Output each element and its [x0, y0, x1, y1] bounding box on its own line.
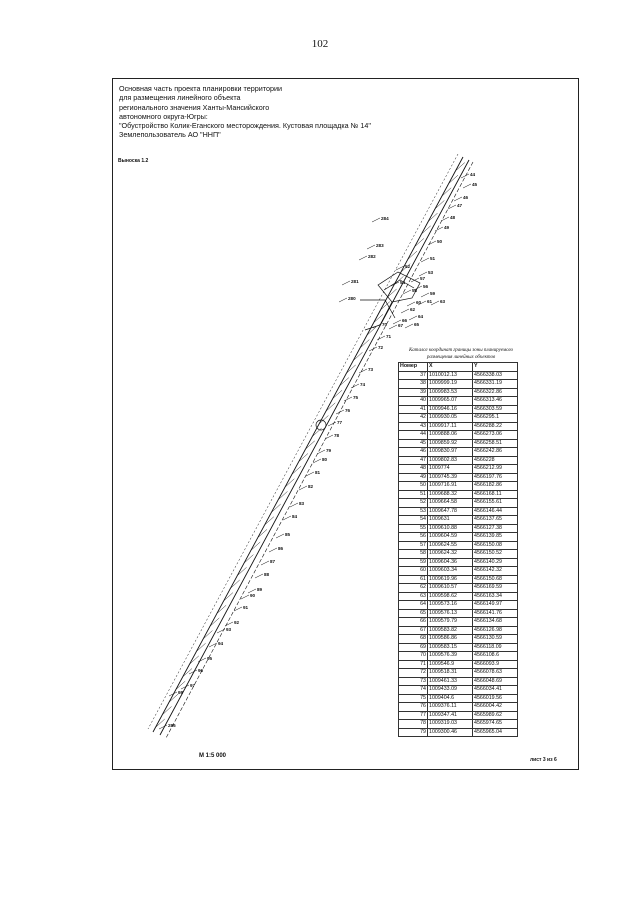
cell-x: 1009576.39 — [428, 652, 473, 661]
cell-x: 1009319.03 — [428, 720, 473, 729]
point-label: 74 — [360, 382, 366, 387]
table-row — [399, 465, 518, 474]
cell-x: 1009716.91 — [428, 482, 473, 491]
cell-y: 4566212.99 — [473, 465, 518, 474]
cell-x: 1009664.58 — [428, 499, 473, 508]
point-label: 46 — [463, 195, 469, 200]
point-label: 57 — [420, 276, 426, 281]
cell-x: 1009802.83 — [428, 456, 473, 465]
table-row — [399, 575, 518, 584]
title-line: регионального значения Ханты-Мансийского — [119, 102, 270, 112]
leader-line — [372, 218, 380, 222]
leader-line — [435, 227, 443, 231]
leader-line — [283, 516, 291, 520]
point-label: 58 — [412, 288, 418, 293]
table-row — [399, 516, 518, 525]
point-label: 93 — [226, 627, 232, 632]
table-row — [399, 550, 518, 559]
cell-number: 65 — [399, 609, 428, 618]
point-label: 88 — [264, 572, 270, 577]
cell-number: 68 — [399, 635, 428, 644]
table-row — [399, 388, 518, 397]
point-label: 53 — [428, 270, 434, 275]
leader-line — [225, 622, 233, 626]
cell-y: 4566150.08 — [473, 541, 518, 550]
table-row — [399, 711, 518, 720]
cell-y: 4566019.56 — [473, 694, 518, 703]
cell-number: 67 — [399, 626, 428, 635]
cell-number: 76 — [399, 703, 428, 712]
point-label: 286 — [168, 723, 176, 728]
point-label: 72 — [378, 345, 384, 350]
point-label: 60 — [416, 300, 422, 305]
table-row — [399, 618, 518, 627]
point-label: 59 — [430, 291, 436, 296]
cell-y: 4566048.69 — [473, 677, 518, 686]
leader-line — [421, 258, 429, 262]
cell-number: 72 — [399, 669, 428, 678]
cell-number: 79 — [399, 728, 428, 737]
table-row — [399, 592, 518, 601]
cell-x: 1009774 — [428, 465, 473, 474]
title-line: автономного округа-Югры: — [119, 111, 208, 121]
cell-number: 37 — [399, 371, 428, 380]
table-row — [399, 567, 518, 576]
cell-number: 49 — [399, 473, 428, 482]
point-label: 87 — [270, 559, 276, 564]
point-label: 83 — [299, 501, 305, 506]
table-row — [399, 686, 518, 695]
cell-number: 53 — [399, 507, 428, 516]
point-label: 67 — [398, 323, 404, 328]
caption-line: размещения линейных объектов — [426, 355, 496, 360]
point-label: 54 — [400, 280, 406, 285]
cell-y: 4566228 — [473, 456, 518, 465]
cell-x: 1009830.97 — [428, 448, 473, 457]
cell-number: 69 — [399, 643, 428, 652]
point-label: 86 — [278, 546, 284, 551]
cell-y: 4566130.59 — [473, 635, 518, 644]
cell-number: 70 — [399, 652, 428, 661]
leader-line — [401, 309, 409, 313]
point-label: 80 — [322, 457, 328, 462]
cell-x: 1009347.41 — [428, 711, 473, 720]
leader-line — [217, 629, 225, 633]
leader-line — [276, 534, 284, 538]
table-row — [399, 380, 518, 389]
leader-line — [409, 316, 417, 320]
leader-line — [377, 336, 385, 340]
header-number: Номер — [399, 363, 428, 372]
cell-y: 4566273.06 — [473, 431, 518, 440]
cell-number: 48 — [399, 465, 428, 474]
leader-line — [359, 256, 367, 260]
cell-number: 41 — [399, 405, 428, 414]
leader-line — [389, 325, 397, 329]
point-label: 81 — [315, 470, 321, 475]
page-number: 102 — [311, 38, 329, 50]
leader-line — [441, 217, 449, 221]
cell-y: 4566141.76 — [473, 609, 518, 618]
cell-y: 4566108.6 — [473, 652, 518, 661]
cell-x: 1009598.62 — [428, 592, 473, 601]
sheet-label: лист 3 из 6 — [530, 757, 557, 763]
cell-y: 4566288.22 — [473, 422, 518, 431]
leader-line — [405, 324, 413, 328]
cell-number: 62 — [399, 584, 428, 593]
point-label: 92 — [234, 620, 240, 625]
cell-y: 4566303.59 — [473, 405, 518, 414]
cell-y: 4566322.86 — [473, 388, 518, 397]
cell-y: 4566126.98 — [473, 626, 518, 635]
table-row — [399, 626, 518, 635]
cell-number: 58 — [399, 550, 428, 559]
leader-line — [325, 435, 333, 439]
cell-y: 4566093.9 — [473, 660, 518, 669]
point-label: 84 — [292, 514, 298, 519]
point-label: 65 — [414, 322, 420, 327]
table-row — [399, 609, 518, 618]
table-row — [399, 694, 518, 703]
point-label: 49 — [444, 225, 450, 230]
cell-number: 40 — [399, 397, 428, 406]
cell-number: 51 — [399, 490, 428, 499]
cell-number: 63 — [399, 592, 428, 601]
cell-x: 1009888.06 — [428, 431, 473, 440]
cell-y: 4566331.19 — [473, 380, 518, 389]
cell-x: 1009433.09 — [428, 686, 473, 695]
point-label: 82 — [308, 484, 314, 489]
cell-x: 1009965.07 — [428, 397, 473, 406]
point-label: 48 — [450, 215, 456, 220]
table-row — [399, 371, 518, 380]
cell-number: 47 — [399, 456, 428, 465]
point-label: 75 — [353, 395, 359, 400]
cell-number: 61 — [399, 575, 428, 584]
cell-number: 44 — [399, 431, 428, 440]
point-label: 94 — [218, 641, 224, 646]
point-label: 281 — [351, 279, 359, 284]
cell-x: 1009946.16 — [428, 405, 473, 414]
leader-line — [359, 369, 367, 373]
cell-x: 1009619.96 — [428, 575, 473, 584]
cell-y: 4566258.51 — [473, 439, 518, 448]
leader-line — [454, 197, 462, 201]
callout-label: Выноска 1.2 — [118, 158, 149, 164]
leader-line — [328, 422, 336, 426]
cell-y: 4566140.29 — [473, 558, 518, 567]
cell-y: 4566139.85 — [473, 533, 518, 542]
point-label: 90 — [250, 593, 256, 598]
cell-x: 1009603.34 — [428, 567, 473, 576]
cell-y: 4565965.04 — [473, 728, 518, 737]
cell-number: 78 — [399, 720, 428, 729]
leader-line — [411, 278, 419, 282]
cell-x: 1009624.55 — [428, 541, 473, 550]
table-row — [399, 558, 518, 567]
point-label: 56 — [423, 284, 429, 289]
table-row — [399, 584, 518, 593]
point-label: 282 — [368, 254, 376, 259]
cell-number: 73 — [399, 677, 428, 686]
cell-y: 4566149.97 — [473, 601, 518, 610]
header-x: X — [428, 363, 473, 372]
table-row — [399, 524, 518, 533]
point-label: 45 — [472, 182, 478, 187]
table-row — [399, 677, 518, 686]
cell-x: 1009604.36 — [428, 558, 473, 567]
point-label: 91 — [243, 605, 249, 610]
leader-line — [241, 595, 249, 599]
cell-y: 4566313.46 — [473, 397, 518, 406]
leader-line — [428, 241, 436, 245]
table-row — [399, 482, 518, 491]
cell-number: 39 — [399, 388, 428, 397]
table-row — [399, 456, 518, 465]
leader-line — [342, 281, 350, 285]
table-row — [399, 448, 518, 457]
cell-y: 4566197.76 — [473, 473, 518, 482]
leader-line — [421, 293, 429, 297]
point-label: 44 — [470, 172, 476, 177]
cell-x: 1009546.9 — [428, 660, 473, 669]
point-label: 280 — [348, 296, 356, 301]
leader-line — [369, 347, 377, 351]
point-label: 63 — [440, 299, 446, 304]
table-row — [399, 660, 518, 669]
leader-line — [367, 245, 375, 249]
point-label: 51 — [430, 256, 436, 261]
leader-line — [351, 384, 359, 388]
cell-x: 1009745.39 — [428, 473, 473, 482]
cell-number: 42 — [399, 414, 428, 423]
cell-x: 1010012.13 — [428, 371, 473, 380]
cell-y: 4566150.52 — [473, 550, 518, 559]
table-row — [399, 405, 518, 414]
cell-y: 4566142.32 — [473, 567, 518, 576]
table-row — [399, 439, 518, 448]
point-label: 77 — [337, 420, 343, 425]
cell-number: 54 — [399, 516, 428, 525]
cell-number: 38 — [399, 380, 428, 389]
title-line: "Обустройство Колик-Еганского месторождения. Кустовая площадка № 14" — [119, 121, 371, 131]
cell-number: 56 — [399, 533, 428, 542]
cell-x: 1009930.05 — [428, 414, 473, 423]
point-label: 61 — [427, 299, 433, 304]
cell-y: 4566118.09 — [473, 643, 518, 652]
leader-line — [159, 725, 167, 729]
point-label: 97 — [190, 683, 196, 688]
cell-number: 57 — [399, 541, 428, 550]
cell-y: 4566168.11 — [473, 490, 518, 499]
table-row — [399, 720, 518, 729]
leader-line — [336, 410, 344, 414]
title-line: Землепользователь АО "ННП" — [119, 130, 221, 140]
leader-line — [431, 301, 439, 305]
cell-number: 71 — [399, 660, 428, 669]
cell-y: 4565989.62 — [473, 711, 518, 720]
title-line: для размещения линейного объекта — [119, 93, 241, 103]
point-label: 62 — [410, 307, 416, 312]
cell-y: 4566146.44 — [473, 507, 518, 516]
point-label: 52 — [405, 264, 411, 269]
cell-y: 4566242.86 — [473, 448, 518, 457]
leader-line — [344, 397, 352, 401]
point-label: 96 — [198, 668, 204, 673]
cell-x: 1009610.57 — [428, 584, 473, 593]
table-row — [399, 601, 518, 610]
cell-y: 4566137.65 — [473, 516, 518, 525]
point-label: 47 — [457, 203, 463, 208]
cell-y: 4566169.59 — [473, 584, 518, 593]
cell-x: 1009610.88 — [428, 524, 473, 533]
point-label: 284 — [381, 216, 389, 221]
cell-y: 4566078.63 — [473, 669, 518, 678]
leader-line — [255, 574, 263, 578]
table-header-row — [399, 363, 518, 372]
cell-x: 1009983.53 — [428, 388, 473, 397]
cell-x: 1009586.86 — [428, 635, 473, 644]
cell-y: 4566134.68 — [473, 618, 518, 627]
leader-line — [463, 184, 471, 188]
cell-x: 1009631 — [428, 516, 473, 525]
title-line: Основная часть проекта планировки территории — [119, 84, 282, 93]
cell-y: 4566163.34 — [473, 592, 518, 601]
point-label: 95 — [207, 656, 213, 661]
cell-x: 1009518.31 — [428, 669, 473, 678]
scale-label: М 1:5 000 — [199, 753, 227, 759]
leader-line — [198, 658, 206, 662]
leader-line — [306, 472, 314, 476]
cell-x: 1009647.78 — [428, 507, 473, 516]
point-label: 98 — [178, 690, 184, 695]
cell-number: 75 — [399, 694, 428, 703]
cell-number: 60 — [399, 567, 428, 576]
cell-x: 1009573.16 — [428, 601, 473, 610]
leader-line — [261, 561, 269, 565]
leader-line — [407, 302, 415, 306]
cell-x: 1009576.13 — [428, 609, 473, 618]
cell-y: 4566127.38 — [473, 524, 518, 533]
leader-line — [317, 450, 325, 454]
coordinates-table — [398, 362, 518, 737]
point-label: 64 — [418, 314, 424, 319]
cell-x: 1009404.6 — [428, 694, 473, 703]
cell-y: 4566004.42 — [473, 703, 518, 712]
cell-x: 1009859.92 — [428, 439, 473, 448]
cell-x: 1009376.11 — [428, 703, 473, 712]
table-row — [399, 422, 518, 431]
point-label: 85 — [285, 532, 291, 537]
cell-x: 1009583.82 — [428, 626, 473, 635]
cell-y: 4566338.03 — [473, 371, 518, 380]
cell-number: 77 — [399, 711, 428, 720]
table-row — [399, 541, 518, 550]
table-row — [399, 507, 518, 516]
leader-line — [269, 548, 277, 552]
point-label: 283 — [376, 243, 384, 248]
table-row — [399, 499, 518, 508]
leader-line — [339, 298, 347, 302]
leader-line — [461, 174, 469, 178]
cell-number: 59 — [399, 558, 428, 567]
cell-x: 1009604.59 — [428, 533, 473, 542]
cell-x: 1009300.46 — [428, 728, 473, 737]
table-row — [399, 643, 518, 652]
table-row — [399, 533, 518, 542]
cell-number: 64 — [399, 601, 428, 610]
caption-line: Каталог координат границы зоны планируемого — [408, 348, 514, 353]
cell-x: 1009688.32 — [428, 490, 473, 499]
table-row — [399, 414, 518, 423]
cell-number: 55 — [399, 524, 428, 533]
cell-y: 4566155.61 — [473, 499, 518, 508]
point-label: 73 — [368, 367, 374, 372]
cell-number: 50 — [399, 482, 428, 491]
point-label: 50 — [437, 239, 443, 244]
cell-x: 1009999.19 — [428, 380, 473, 389]
cell-y: 4566150.68 — [473, 575, 518, 584]
cell-y: 4566034.41 — [473, 686, 518, 695]
table-row — [399, 490, 518, 499]
cell-number: 66 — [399, 618, 428, 627]
table-row — [399, 669, 518, 678]
point-label: 78 — [334, 433, 340, 438]
table-row — [399, 431, 518, 440]
cell-number: 43 — [399, 422, 428, 431]
point-label: 70 — [382, 322, 388, 327]
point-label: 71 — [386, 334, 392, 339]
cell-number: 74 — [399, 686, 428, 695]
table-row — [399, 635, 518, 644]
cell-y: 4565974.65 — [473, 720, 518, 729]
header-y: Y — [473, 363, 518, 372]
point-label: 66 — [402, 318, 408, 323]
cell-y: 4566182.86 — [473, 482, 518, 491]
table-row — [399, 728, 518, 737]
table-row — [399, 652, 518, 661]
cell-x: 1009917.11 — [428, 422, 473, 431]
cell-number: 46 — [399, 448, 428, 457]
cell-number: 45 — [399, 439, 428, 448]
cell-x: 1009583.15 — [428, 643, 473, 652]
table-row — [399, 473, 518, 482]
point-label: 76 — [345, 408, 351, 413]
table-row — [399, 703, 518, 712]
cell-number: 52 — [399, 499, 428, 508]
table-row — [399, 397, 518, 406]
point-label: 89 — [257, 587, 263, 592]
cell-x: 1009461.33 — [428, 677, 473, 686]
cell-x: 1009579.79 — [428, 618, 473, 627]
cell-y: 4566295.1 — [473, 414, 518, 423]
point-label: 79 — [326, 448, 332, 453]
cell-x: 1009624.32 — [428, 550, 473, 559]
coords-table-caption — [398, 347, 524, 361]
